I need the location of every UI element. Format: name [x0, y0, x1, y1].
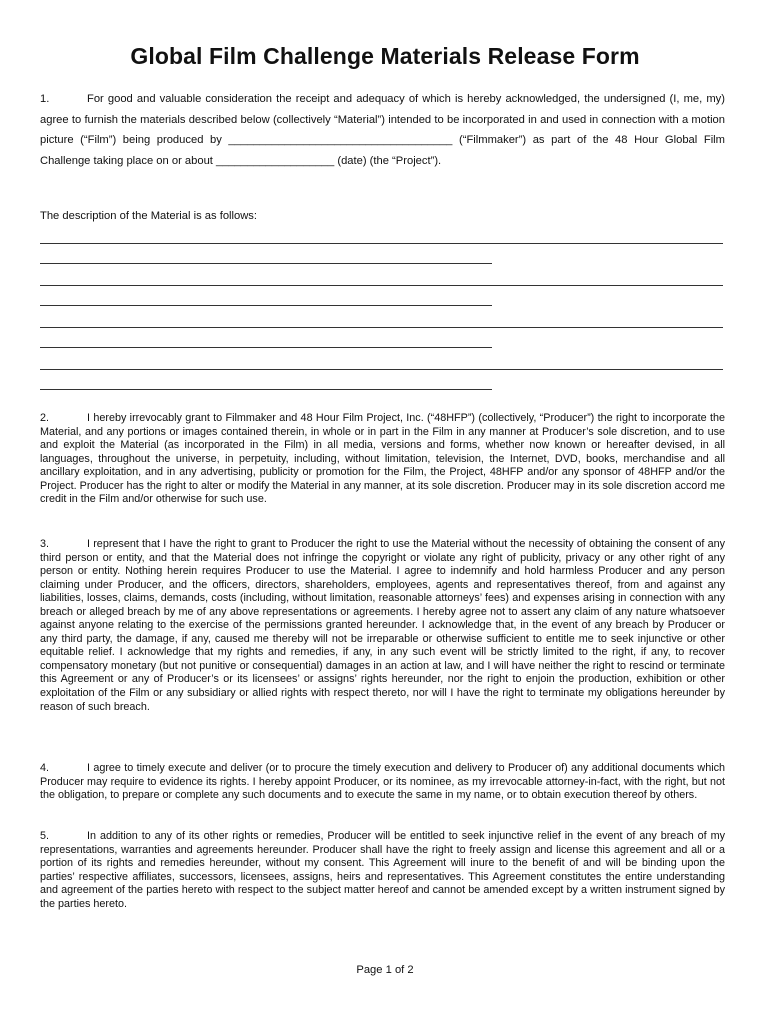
paragraph-number: 5. [40, 830, 50, 842]
description-line-2[interactable] [40, 263, 492, 264]
paragraph-4 [40, 762, 725, 803]
paragraph-text: I agree to timely execute and deliver (or to procure the timely execution and delivery to Producer of) any additional documents which Producer may require to evidence its rights. I hereby appoint Producer, or its nominee, as my irrevocable attorney-in-fact, with the right, but not the obligation, to prepare or complete any such documents and to execute the same in my name, or to obtain execution thereof by others. [40, 762, 725, 802]
description-line-7[interactable] [40, 369, 723, 370]
paragraph-number: 2. [40, 412, 50, 424]
description-line-1[interactable] [40, 243, 723, 244]
page-title: Global Film Challenge Materials Release Form [130, 43, 640, 69]
paragraph-1 [40, 89, 725, 172]
description-line-3[interactable] [40, 285, 723, 286]
paragraph-number: 4. [40, 762, 50, 774]
paragraph-text: In addition to any of its other rights or remedies, Producer will be entitled to seek injunctive relief in the event of any breach of my representations, warranties and agreements hereunder. Producer shall have the right to freely assign and license this agreement and all or a portion of its rights and remedies hereunder, without my consent. This Agreement will inure to the benefit of and will be binding upon the parties’ respective affiliates, successors, licensees, assigns, heirs and representatives. This Agreement constitutes the entire understanding and agreement of the parties hereto with respect to the subject matter hereof and cannot be amended except by a written instrument signed by the parties hereto. [40, 830, 725, 910]
paragraph-3 [40, 538, 725, 714]
page-number: Page 1 of 2 [356, 964, 414, 976]
description-line-5[interactable] [40, 327, 723, 328]
paragraph-2 [40, 412, 725, 507]
paragraph-number: 1. [40, 93, 50, 105]
description-line-6[interactable] [40, 347, 492, 348]
paragraph-5 [40, 830, 725, 911]
paragraph-text: I hereby irrevocably grant to Filmmaker and 48 Hour Film Project, Inc. (“48HFP”) (collectively, “Producer”) the right to incorporate the Material, and any portions or images contained therein, in whole or in part in the Film in any manner at Producer’s sole discretion, and to use and exploit the Material (as incorporated in the Film) in all media, versions and forms, whether now known or hereafter devised, in all languages, throughout the universe, in perpetuity, including, without limitation, television, the Internet, DVD, books, merchandise and all ancillary exploitation, and in any advertising, publicity or promotion for the Film, the Project, 48HFP and/or any sponsor of 48HFP and/or the Project. Producer has the right to alter or modify the Material in any manner, at its sole discretion. Producer may in its sole discretion accord me credit in the Film and/or otherwise for such use. [40, 412, 725, 506]
description-label: The description of the Material is as follows: [40, 210, 258, 222]
paragraph-text: For good and valuable consideration the receipt and adequacy of which is hereby acknowledged, the undersigned (I, me, my) agree to furnish the materials described below (collectively “Material”) intended to be incorporated in and used in connection with a motion picture (“Film”) being produced by ____________________________________ (“Filmmaker”) as part of the 48 Hour Global Film Challenge taking place on or about ___________________ (date) (the “Project”). [40, 93, 725, 168]
paragraph-text: I represent that I have the right to grant to Producer the right to use the Material without the necessity of obtaining the consent of any third person or entity, and that the Material does not infringe the copyright or violate any right of publicity, privacy or any other right of any person or entity. Nothing herein requires Producer to use the Material. I agree to indemnify and hold harmless Producer and any person claiming under Producer, and the officers, directors, shareholders, employees, agents and representatives thereof, from and against any liabilities, losses, claims, demands, costs (including, without limitation, reasonable attorneys’ fees) and expenses arising in connection with any breach or alleged breach by me of any above representations or agreements. I hereby agree not to assert any claim of any nature whatsoever against anyone relating to the exercise of the permissions granted hereunder. I acknowledge that, in the event of any breach by Producer or any third party, the damage, if any, caused me thereby will not be irreparable or otherwise sufficient to entitle me to seek injunctive or other equitable relief. I acknowledge that my rights and remedies, if any, in any such event will be strictly limited to the right, if any, to recover compensatory monetary (but not punitive or consequential) damages in an action at law, and I will have neither the right to rescind or terminate this Agreement or any of Producer’s or its licensees’ or assigns’ rights hereunder, nor the right to enjoin the production, exhibition or other exploitation of the Film or any subsidiary or allied rights with respect thereto, nor will I have the right to terminate my obligations hereunder by reason of such breach. [40, 538, 725, 713]
description-line-4[interactable] [40, 305, 492, 306]
paragraph-number: 3. [40, 538, 50, 550]
description-line-8[interactable] [40, 389, 492, 390]
